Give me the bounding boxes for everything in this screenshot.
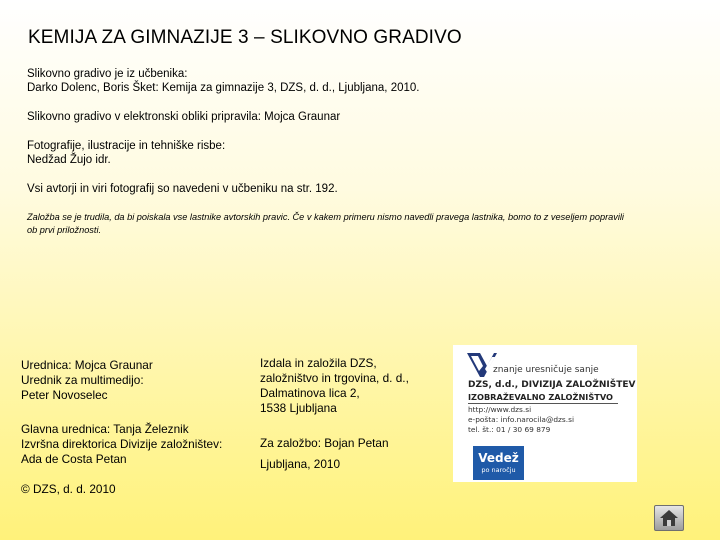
multimedia-editor-label: Urednik za multimedijo: <box>21 373 144 387</box>
home-icon <box>659 509 679 527</box>
source-line-2: Darko Dolenc, Boris Šket: Kemija za gimnazije 3, DZS, d. d., Ljubljana, 2010. <box>27 82 420 94</box>
executive-director-name: Ada de Costa Petan <box>21 452 127 466</box>
photos-line-1: Fotografije, ilustracije in tehniške risbe: <box>27 140 226 152</box>
photos-line-2: Nedžad Žujo idr. <box>27 154 111 166</box>
vedez-badge <box>473 446 524 480</box>
logo-contact <box>468 405 574 435</box>
editor: Urednica: Mojca Graunar <box>21 358 153 372</box>
logo-web: http://www.dzs.si <box>468 405 532 414</box>
publisher-logo <box>453 345 637 482</box>
source-line-1: Slikovno gradivo je iz učbenika: <box>27 68 188 80</box>
logo-division: IZOBRAŽEVALNO ZALOŽNIŠTVO <box>468 392 613 402</box>
source-block <box>27 67 419 95</box>
multimedia-editor-name: Peter Novoselec <box>21 388 108 402</box>
logo-divider <box>468 403 618 404</box>
prepared-by: Slikovno gradivo v elektronski obliki pripravila: Mojca Graunar <box>27 111 341 123</box>
page-title: KEMIJA ZA GIMNAZIJE 3 – SLIKOVNO GRADIVO <box>28 27 462 48</box>
home-button[interactable] <box>654 505 684 531</box>
place-year: Ljubljana, 2010 <box>260 457 341 471</box>
authors-note: Vsi avtorji in viri fotografij so navedeni v učbeniku na str. 192. <box>27 183 338 195</box>
executive-director-label: Izvršna direktorica Divizije založništev: <box>21 437 223 451</box>
chief-editor: Glavna urednica: Tanja Železnik <box>21 422 189 436</box>
publisher-line-3: Dalmatinova lica 2, <box>260 386 360 400</box>
copyright-line: © DZS, d. d. 2010 <box>21 482 116 496</box>
logo-email: e-pošta: info.narocila@dzs.si <box>468 415 574 424</box>
vedez-badge-subtitle: po naročju <box>481 466 516 474</box>
logo-company-name: DZS, d.d., DIVIZIJA ZALOŽNIŠTEV <box>468 380 636 390</box>
photos-block <box>27 139 225 167</box>
logo-tagline: znanje uresničuje sanje <box>493 365 599 375</box>
publisher-line-2: založništvo in trgovina, d. d., <box>260 371 409 385</box>
for-publisher: Za založbo: Bojan Petan <box>260 436 389 450</box>
publisher-line-4: 1538 Ljubljana <box>260 401 337 415</box>
credits-left-column <box>21 358 222 497</box>
logo-phone: tel. št.: 01 / 30 69 879 <box>468 425 551 434</box>
copyright-note: Založba se je trudila, da bi poiskala vse lastnike avtorskih pravic. Če v kakem primeru nismo navedli pravega lastnika, bomo to z veseljem popravili ob prvi priložnosti. <box>27 212 624 235</box>
vedez-badge-title: Vedež <box>478 451 519 465</box>
publisher-line-1: Izdala in založila DZS, <box>260 356 377 370</box>
credits-right-column <box>260 356 409 472</box>
